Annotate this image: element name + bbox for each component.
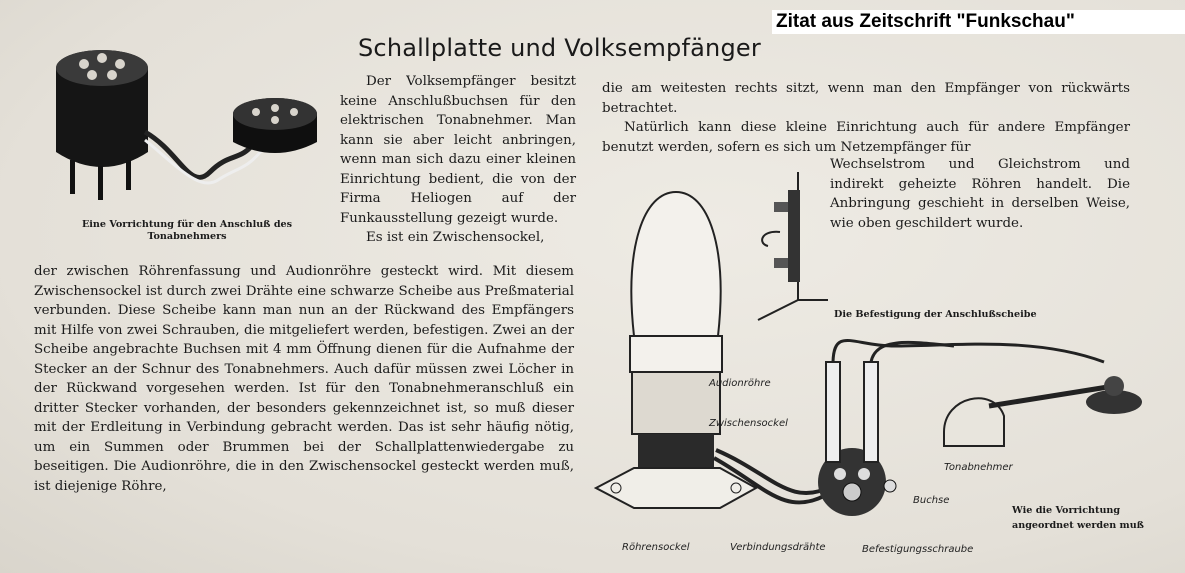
- label-buchse: Buchse: [913, 495, 950, 506]
- caption-photo: Eine Vorrichtung für den Anschluß des Tonabnehmers: [81, 219, 293, 242]
- paragraph: Es ist ein Zwischensockel,: [366, 230, 545, 245]
- label-roehrensockel: Röhrensockel: [622, 542, 690, 553]
- caption-mounting: Die Befestigung der Anschlußscheibe: [834, 309, 1037, 320]
- article-column-1-narrow: [340, 72, 576, 248]
- caption-arrangement: Wie die Vorrichtung angeordnet werden muß: [1012, 505, 1144, 531]
- paragraph: der zwischen Röhrenfassung und Audionröhre gesteckt wird. Mit diesem Zwischensockel ist durch zwei Drähte eine schwarze Scheibe aus Preßmaterial verbunden. Diese Scheibe kann man nun an der Rückwand des Empfängers mit Hilfe von zwei Schrauben, die mitgeliefert werden, befestigen. Zwei an der Scheibe angebrachte Buchsen mit 4 mm Öffnung dienen für die Aufnahme der Stecker an der Schnur des Tonabnehmers. Auch dafür müssen zwei Löcher in der Rückwand vorgesehen werden. Ist für den Tonabnehmeranschluß ein dritter Stecker vorhanden, der besonders gekennzeichnet ist, so muß dieser mit der Erdleitung in Verbindung gebracht werden. Das ist sehr häufig nötig, um ein Summen oder Brummen bei der Schallplattenwiedergabe zu beseitigen. Die Audionröhre, die in den Zwischensockel gesteckt werden muß, ist diejenige Röhre,: [34, 264, 574, 494]
- article-column-2-top: [602, 79, 1130, 157]
- label-audionroehre: Audionröhre: [709, 378, 771, 389]
- paragraph: Wechselstrom und Gleichstrom und indirekt geheizte Röhren handelt. Die Anbringung geschieht in derselben Weise, wie oben geschildert wurde.: [830, 157, 1130, 231]
- source-label: Zitat aus Zeitschrift "Funkschau": [772, 10, 1185, 34]
- label-befestigungsschraube: Befestigungsschraube: [862, 544, 974, 555]
- adapter-photo: [40, 42, 340, 217]
- label-tonabnehmer: Tonabnehmer: [944, 462, 1013, 473]
- paragraph: Natürlich kann diese kleine Einrichtung auch für andere Empfänger benutzt werden, sofern es sich um Netzempfänger für: [602, 120, 1130, 155]
- label-zwischensockel: Zwischensockel: [709, 418, 788, 429]
- article-column-1-wide: [34, 262, 574, 496]
- article-title: Schallplatte und Volksempfänger: [358, 34, 761, 62]
- arrangement-drawing: [594, 186, 1170, 546]
- label-verbindungsdraehte: Verbindungsdrähte: [730, 542, 826, 553]
- paragraph: die am weitesten rechts sitzt, wenn man den Empfänger von rückwärts betrachtet.: [602, 81, 1130, 116]
- paragraph: Der Volksempfänger besitzt keine Anschlußbuchsen für den elektrischen Tonabnehmer. Man kann sie aber leicht anbringen, wenn man sich dazu einer kleinen Einrichtung bedient, die von der Firma Heliogen auf der Funkausstellung gezeigt wurde.: [340, 74, 576, 226]
